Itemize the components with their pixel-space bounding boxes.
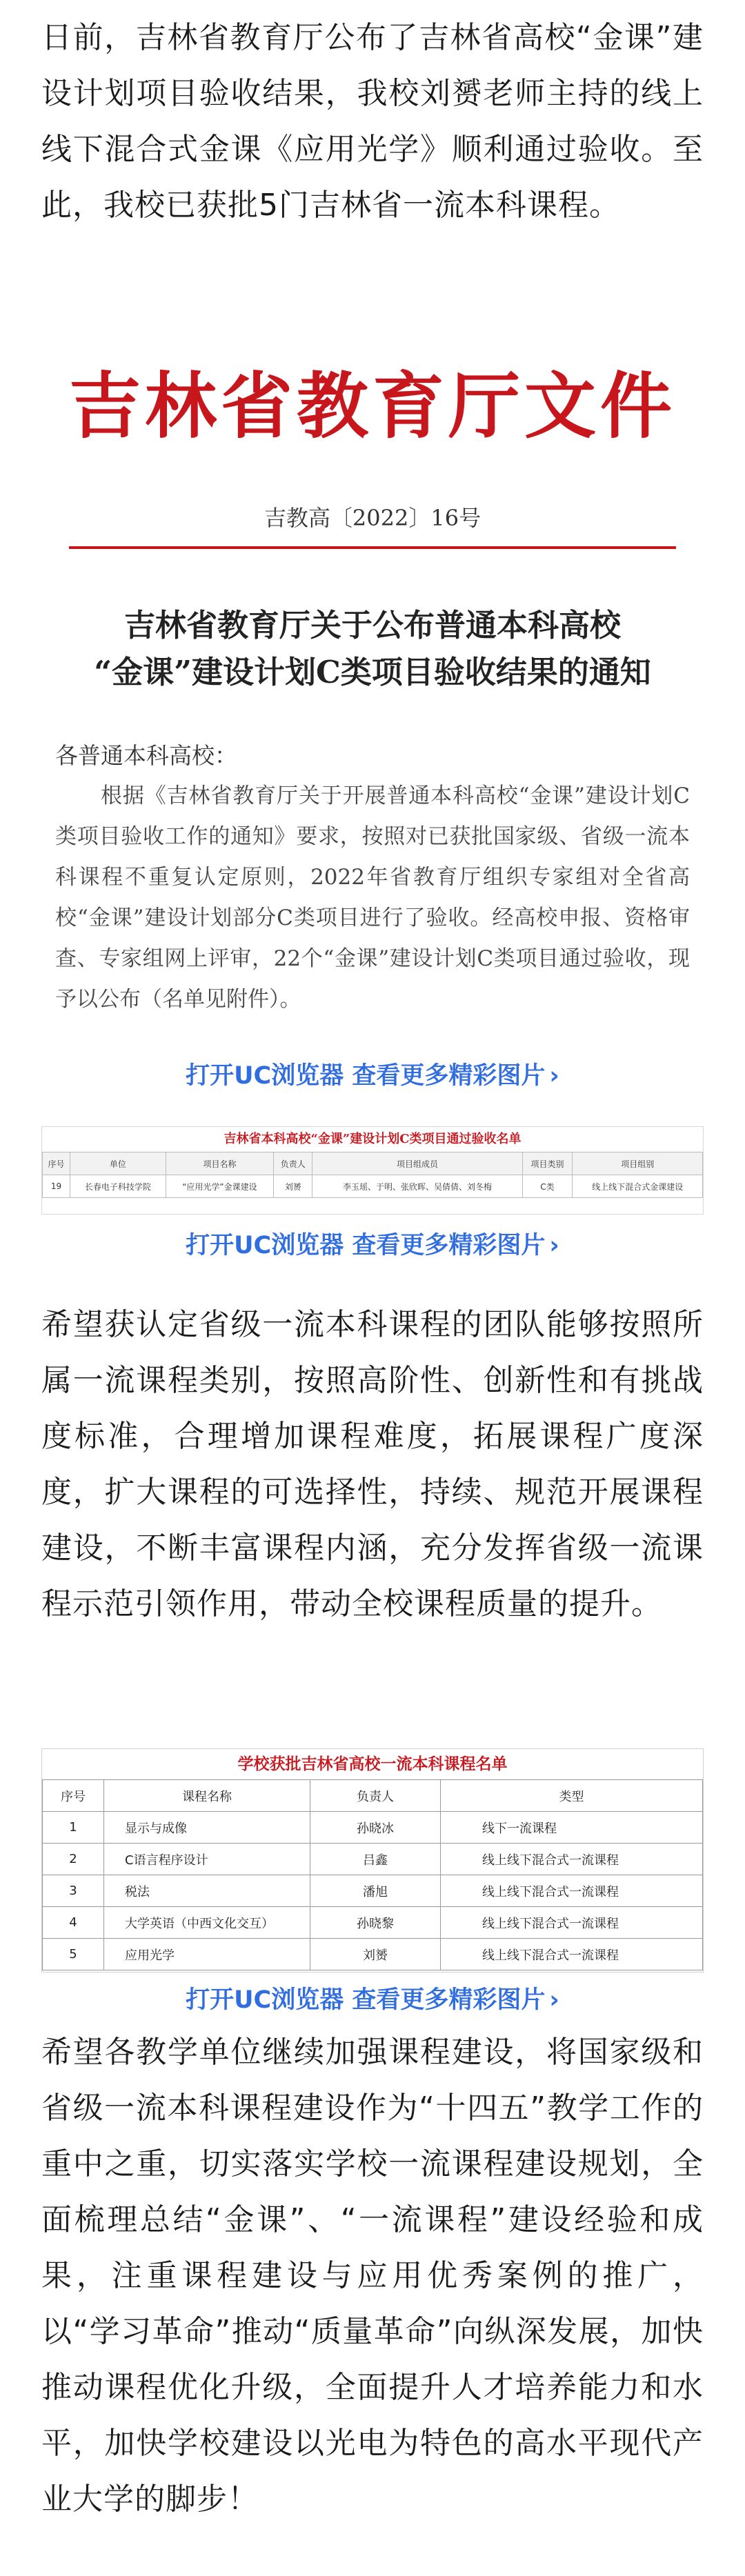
course-list-caption: 学校获批吉林省高校一流本科课程名单 xyxy=(237,1755,508,1773)
table-row xyxy=(43,1907,703,1939)
table-cell: 长春电子科技学院 xyxy=(70,1175,166,1198)
table-header-cell: 项目名称 xyxy=(166,1152,273,1175)
table-row xyxy=(43,1175,703,1198)
table-header-cell: 序号 xyxy=(43,1780,104,1812)
document-salutation: 各普通本科高校： xyxy=(55,742,237,769)
document-number: 吉教高〔2022〕16号 xyxy=(264,505,481,531)
table-header-cell: 类型 xyxy=(441,1780,703,1812)
course-list-table xyxy=(42,1779,703,1970)
chevron-right-icon: › xyxy=(549,1232,559,1259)
closing-paragraph: 希望各教学单位继续加强课程建设，将国家级和省级一流本科课程建设作为“十四五”教学工作的重中之重，切实落实学校一流课程建设规划，全面梳理总结“金课”、“一流课程”建设经验和成果，注重课程建设与应用优秀案例的推广，以“学习革命”推动“质量革命”向纵深发展，加快推动课程优化升级，全面提升人才培养能力和水平，加快学校建设以光电为特色的高水平现代产业大学的脚步！ xyxy=(41,2035,704,2517)
document-body: 根据《吉林省教育厅关于开展普通本科高校“金课”建设计划C类项目验收工作的通知》要求，按照对已获批国家级、省级一流本科课程不重复认定原则，2022年省教育厅组织专家组对全省高校“金课”建设计划部分C类项目进行了验收。经高校申报、资格审查、专家组网上评审，22个“金课”建设计划C类项目通过验收，现予以公布（名单见附件）。 xyxy=(55,783,690,1012)
document-heading-line-1: 吉林省教育厅关于公布普通本科高校 xyxy=(123,607,621,643)
table-cell: 大学英语（中西文化交互） xyxy=(104,1907,310,1939)
table-row xyxy=(43,1939,703,1970)
table-cell: C类 xyxy=(522,1175,573,1198)
table-cell: 线上线下混合式一流课程 xyxy=(441,1875,703,1907)
table-header-cell: 项目组别 xyxy=(573,1152,703,1175)
intro-paragraph: 日前，吉林省教育厅公布了吉林省高校“金课”建设计划项目验收结果，我校刘赟老师主持的线上线下混合式金课《应用光学》顺利通过验收。至此，我校已获批5门吉林省一流本科课程。 xyxy=(41,20,704,223)
table-cell: 线下一流课程 xyxy=(441,1812,703,1844)
table-cell: 线上线下混合式金课建设 xyxy=(573,1175,703,1198)
document-image xyxy=(41,331,704,1035)
table-row xyxy=(43,1844,703,1875)
approval-list-image xyxy=(41,1126,704,1215)
table-cell: 显示与成像 xyxy=(104,1812,310,1844)
table-cell: 吕鑫 xyxy=(310,1844,441,1875)
table-row xyxy=(43,1875,703,1907)
table-cell: 孙晓黎 xyxy=(310,1907,441,1939)
uc-browser-link-2[interactable] xyxy=(0,1226,745,1261)
table-header-cell: 序号 xyxy=(43,1152,70,1175)
table-cell: 刘赟 xyxy=(310,1939,441,1970)
table-cell: C语言程序设计 xyxy=(104,1844,310,1875)
table-cell: 线上线下混合式一流课程 xyxy=(441,1907,703,1939)
table-cell: 线上线下混合式一流课程 xyxy=(441,1939,703,1970)
chevron-right-icon: › xyxy=(549,1986,559,2014)
approval-list-caption: 吉林省本科高校“金课”建设计划C类项目通过验收名单 xyxy=(223,1132,522,1146)
table-cell: 19 xyxy=(43,1175,70,1198)
table-cell: 4 xyxy=(43,1907,104,1939)
table-cell: 1 xyxy=(43,1812,104,1844)
table-header-cell: 项目组成员 xyxy=(312,1152,522,1175)
table-cell: 3 xyxy=(43,1875,104,1907)
table-row xyxy=(43,1812,703,1844)
table-cell: 李玉瑶、于明、张欣晖、吴倩倩、刘冬梅 xyxy=(312,1175,522,1198)
uc-browser-link-3[interactable] xyxy=(0,1981,745,2015)
document-heading-line-2: “金课”建设计划C类项目验收结果的通知 xyxy=(94,654,651,690)
table-header-row xyxy=(43,1152,703,1175)
table-header-cell: 负责人 xyxy=(273,1152,312,1175)
table-cell: 孙晓冰 xyxy=(310,1812,441,1844)
chevron-right-icon: › xyxy=(549,1062,559,1090)
uc-link-label: 打开UC浏览器 查看更多精彩图片 xyxy=(186,1986,546,2014)
uc-browser-link-1[interactable] xyxy=(0,1057,745,1091)
table-cell: 潘旭 xyxy=(310,1875,441,1907)
table-header-cell: 项目类别 xyxy=(522,1152,573,1175)
table-cell: 应用光学 xyxy=(104,1939,310,1970)
table-header-cell: 单位 xyxy=(70,1152,166,1175)
document-title: 吉林省教育厅文件 xyxy=(68,363,676,448)
uc-link-label: 打开UC浏览器 查看更多精彩图片 xyxy=(186,1062,546,1090)
table-header-cell: 课程名称 xyxy=(104,1780,310,1812)
table-cell: “应用光学”金课建设 xyxy=(166,1175,273,1198)
table-cell: 2 xyxy=(43,1844,104,1875)
table-header-cell: 负责人 xyxy=(310,1780,441,1812)
middle-paragraph: 希望获认定省级一流本科课程的团队能够按照所属一流课程类别，按照高阶性、创新性和有挑战度标准，合理增加课程难度，拓展课程广度深度，扩大课程的可选择性，持续、规范开展课程建设，不断丰富课程内涵，充分发挥省级一流课程示范引领作用，带动全校课程质量的提升。 xyxy=(41,1307,704,1621)
uc-link-label: 打开UC浏览器 查看更多精彩图片 xyxy=(186,1232,546,1259)
table-cell: 线上线下混合式一流课程 xyxy=(441,1844,703,1875)
approval-list-table xyxy=(42,1152,703,1198)
table-header-row xyxy=(43,1780,703,1812)
table-cell: 5 xyxy=(43,1939,104,1970)
table-cell: 税法 xyxy=(104,1875,310,1907)
course-list-image xyxy=(41,1748,704,1973)
table-cell: 刘赟 xyxy=(273,1175,312,1198)
document-red-divider xyxy=(69,546,676,549)
